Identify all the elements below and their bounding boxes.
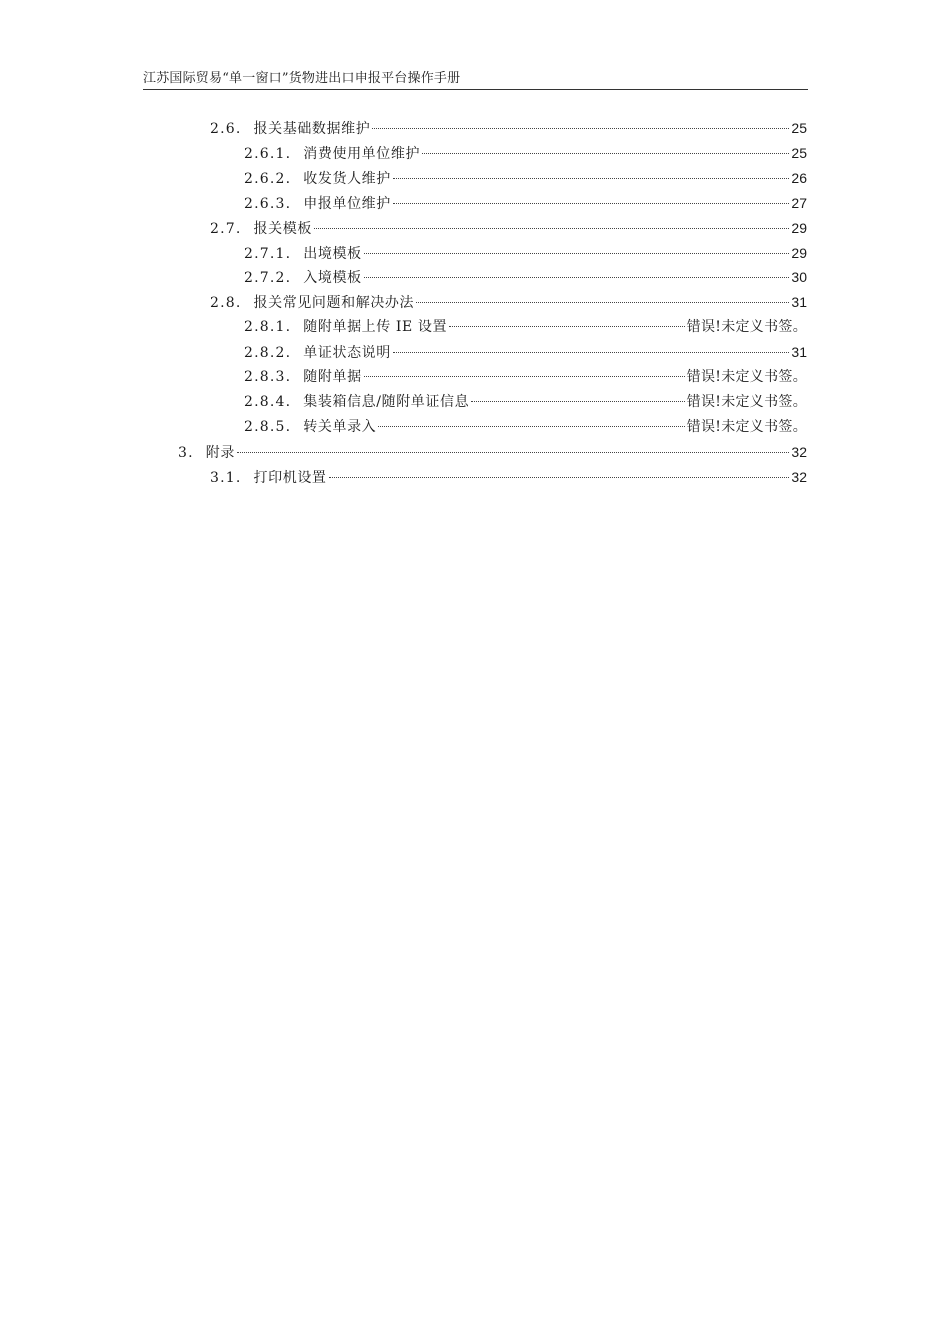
toc-entry-title: 集装箱信息/随附单证信息: [303, 393, 470, 410]
toc-entry-page: 29: [791, 244, 807, 261]
toc-entry-page: 26: [791, 169, 807, 186]
toc-entry[interactable]: [210, 116, 807, 141]
toc-entry-page: 27: [791, 194, 807, 211]
toc-entry-number: 2.6.2.: [244, 170, 292, 187]
toc-entry-page: 29: [791, 219, 807, 236]
toc-entry[interactable]: [244, 340, 807, 365]
toc-entry[interactable]: [244, 166, 807, 191]
toc-entry[interactable]: [244, 265, 807, 290]
toc-entry-page: 32: [791, 443, 807, 460]
toc-entry[interactable]: [244, 365, 807, 390]
toc-dot-leader: [393, 203, 790, 204]
toc-entry-title: 消费使用单位维护: [303, 145, 421, 162]
toc-entry[interactable]: [178, 440, 807, 465]
toc-entry[interactable]: [210, 290, 807, 315]
toc-entry-page: 31: [791, 344, 807, 361]
toc-entry[interactable]: [244, 315, 807, 340]
toc-dot-leader: [422, 153, 789, 154]
toc-entry[interactable]: [244, 241, 807, 266]
toc-dot-leader: [329, 477, 790, 478]
toc-entry[interactable]: [244, 191, 807, 216]
toc-entry-number: 3.: [178, 444, 194, 461]
toc-dot-leader: [449, 326, 685, 327]
toc-entry-title: 随附单据: [303, 369, 362, 385]
toc-entry-title: 申报单位维护: [303, 195, 391, 212]
toc-entry[interactable]: [210, 465, 807, 490]
toc-dot-leader: [314, 228, 790, 229]
toc-entry[interactable]: [244, 390, 807, 415]
toc-entry-number: 2.7.1.: [244, 245, 292, 262]
toc-dot-leader: [364, 253, 790, 254]
toc-dot-leader: [378, 426, 684, 427]
toc-entry-title: 打印机设置: [253, 469, 327, 486]
toc-entry-page: 31: [791, 294, 807, 311]
toc-entry-page: 错误!未定义书签。: [686, 369, 807, 385]
toc-entry-number: 2.8.1.: [244, 319, 292, 336]
toc-entry-title: 报关常见问题和解决办法: [253, 295, 415, 312]
toc-entry-page: 25: [791, 120, 807, 136]
toc-dot-leader: [471, 401, 684, 402]
toc-entry[interactable]: [244, 141, 807, 166]
toc-dot-leader: [393, 352, 790, 353]
toc-dot-leader: [393, 178, 790, 179]
document-title: 江苏国际贸易“单一窗口”货物进出口申报平台操作手册: [143, 71, 461, 86]
toc-dot-leader: [372, 128, 789, 129]
toc-entry-title: 收发货人维护: [303, 170, 391, 187]
toc-entry-page: 25: [791, 144, 807, 161]
toc-entry-title: 附录: [205, 444, 235, 461]
toc-entry-number: 2.7.: [210, 220, 242, 237]
toc-entry-number: 2.8.3.: [244, 369, 292, 385]
toc-dot-leader: [416, 302, 789, 303]
toc-dot-leader: [237, 452, 789, 453]
toc-entry-number: 2.8.: [210, 295, 242, 312]
toc-entry-number: 3.1.: [210, 469, 242, 486]
toc-entry-number: 2.8.4.: [244, 393, 292, 410]
toc-entry-number: 2.8.5.: [244, 418, 292, 435]
toc-entry-title: 入境模板: [303, 270, 362, 287]
toc-entry-page: 错误!未定义书签。: [686, 393, 807, 410]
toc-entry-title: 转关单录入: [303, 418, 377, 435]
toc-entry-number: 2.6.1.: [244, 145, 292, 162]
toc-entry-title: 随附单据上传 IE 设置: [303, 319, 448, 336]
toc-entry-number: 2.6.: [210, 121, 242, 137]
toc-entry-title: 报关基础数据维护: [253, 121, 371, 137]
toc-dot-leader: [364, 277, 790, 278]
toc-entry-page: 错误!未定义书签。: [686, 319, 807, 336]
toc-entry-title: 单证状态说明: [303, 345, 391, 362]
toc-entry[interactable]: [244, 415, 807, 440]
toc-entry[interactable]: [210, 216, 807, 241]
toc-entry-page: 32: [791, 468, 807, 485]
toc-entry-number: 2.8.2.: [244, 345, 292, 362]
toc-entry-number: 2.7.2.: [244, 270, 292, 287]
toc-entry-page: 30: [791, 269, 807, 286]
toc-entry-number: 2.6.3.: [244, 195, 292, 212]
page-header: [143, 70, 808, 90]
toc-entry-title: 报关模板: [253, 220, 312, 237]
toc-entry-title: 出境模板: [303, 245, 362, 262]
toc-entry-page: 错误!未定义书签。: [686, 418, 807, 435]
toc-dot-leader: [364, 376, 685, 377]
